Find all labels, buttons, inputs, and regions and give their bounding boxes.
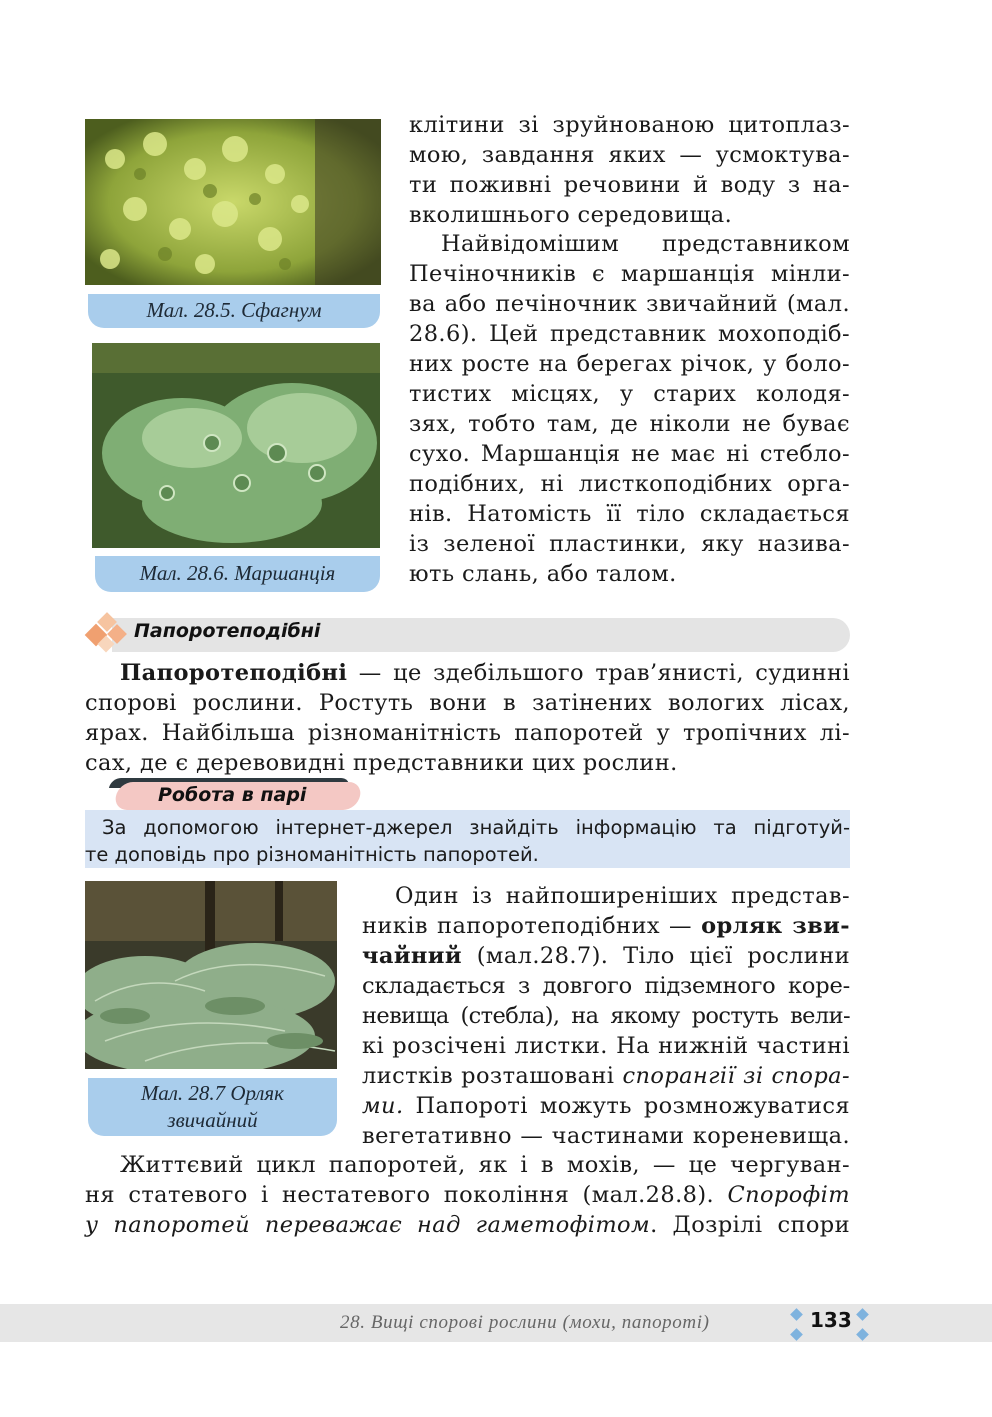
text-line: подібних, ні листкоподібних орга-: [409, 471, 850, 497]
pair-work-title: Робота в парі: [158, 784, 307, 806]
text-line: Папоротеподібні — це здебільшого трав’янисті, судинні: [120, 660, 850, 686]
text-line: зях, тобто там, де ніколи не буває: [409, 411, 850, 437]
text-line: кі розсічені листки. На нижній частині: [362, 1033, 850, 1059]
task-line: За допомогою інтернет-джерел знайдіть інформацію та підготуй-: [102, 816, 850, 839]
running-title: 28. Вищі спорові рослини (мохи, папороті): [340, 1312, 710, 1333]
task-line: те доповідь про різноманітність папоротей.: [85, 843, 539, 866]
text-line: них росте на берегах річок, у боло-: [409, 351, 850, 377]
text-line: складається з довгого підземного коре-: [362, 973, 850, 999]
text-line: невища (стебла), на якому ростуть вели-: [362, 1003, 850, 1029]
text-line: ників папоротеподібних — орляк зви-: [362, 913, 850, 939]
text-line: ярах. Найбільша різноманітність папоротей у тропічних лі-: [85, 720, 850, 746]
text-line: Найвідомішим представником: [441, 231, 850, 257]
text-line: ють слань, або талом.: [409, 561, 677, 587]
text-line: нів. Натомість її тіло складається: [409, 501, 850, 527]
bracken-caption: Мал. 28.7 Орляк звичайний: [88, 1078, 337, 1136]
text-line: Життєвий цикл папоротей, як і в мохів, — це чергуван-: [120, 1152, 850, 1178]
text-line: тистих місцях, у старих колодя-: [409, 381, 850, 407]
text-line: ня статевого і нестатевого покоління (мал.28.8). Спорофіт: [85, 1182, 850, 1208]
text-line: чайний (мал.28.7). Тіло цієї рослини: [362, 943, 850, 969]
text-line: із зеленої пластинки, яку назива-: [409, 531, 850, 557]
page-number: 133: [810, 1308, 852, 1332]
sphagnum-photo: [85, 119, 381, 285]
marchantia-photo: [92, 343, 380, 548]
text-line: Один із найпоширеніших представ-: [395, 883, 850, 909]
text-line: сах, де є деревовидні представники цих рослин.: [85, 750, 678, 776]
text-line: спорові рослини. Ростуть вони в затінених вологих лісах,: [85, 690, 850, 716]
sphagnum-caption: Мал. 28.5. Сфагнум: [88, 294, 380, 328]
text-line: у папоротей переважає над гаметофітом. Дозрілі спори: [85, 1212, 850, 1238]
text-line: вколишнього середовища.: [409, 202, 733, 228]
bracken-photo: [85, 881, 337, 1069]
text-line: листків розташовані спорангії зі спора-: [362, 1063, 850, 1089]
text-line: ти поживні речовини й воду з на-: [409, 172, 850, 198]
text-line: вегетативно — частинами кореневища.: [362, 1123, 850, 1149]
text-line: Печіночників є маршанція мінли-: [409, 261, 850, 287]
text-line: клітини зі зруйнованою цитоплаз-: [409, 112, 850, 138]
text-line: мою, завдання яких — усмоктува-: [409, 142, 850, 168]
text-line: ва або печіночник звичайний (мал.: [409, 291, 850, 317]
marchantia-caption: Мал. 28.6. Маршанція: [95, 556, 380, 592]
text-line: 28.6). Цей представник мохоподіб-: [409, 321, 850, 347]
section-title: Папоротеподібні: [134, 620, 321, 642]
text-line: ми. Папороті можуть розмножуватися: [362, 1093, 850, 1119]
text-line: сухо. Маршанція не має ні стебло-: [409, 441, 850, 467]
